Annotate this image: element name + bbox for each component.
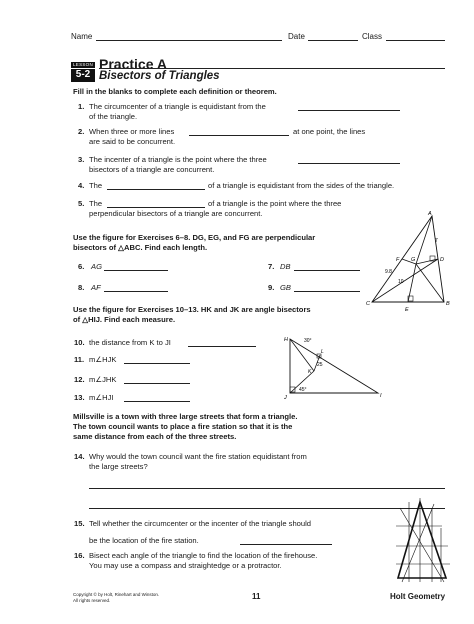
book-title: Holt Geometry xyxy=(390,592,446,601)
fill-instructions: Fill in the blanks to complete each definition or theorem. xyxy=(73,87,277,96)
q14-number: 14. xyxy=(74,452,85,461)
ex13-number: 13. xyxy=(74,393,85,402)
ex6-number: 6. xyxy=(78,262,85,271)
page-title: Practice A xyxy=(99,56,167,72)
q1-number: 1. xyxy=(78,102,85,111)
ex12-number: 12. xyxy=(74,375,85,384)
vertex-j-label: J xyxy=(284,395,287,401)
triangle-abc-figure xyxy=(364,210,454,318)
q14-answer-line-1[interactable] xyxy=(89,488,445,489)
streets-triangle-figure xyxy=(394,498,452,584)
q15-number: 15. xyxy=(74,519,85,528)
ex12-label: m∠JHK xyxy=(89,375,117,384)
ex8-label: AF xyxy=(91,283,101,292)
point-f-label: F xyxy=(396,257,400,263)
millsville-text-3: same distance from each of the three streets. xyxy=(73,432,237,441)
q4-text-b: of a triangle is equidistant from the sides of the triangle. xyxy=(208,181,395,190)
q1-blank[interactable] xyxy=(298,110,400,111)
ex7-number: 7. xyxy=(268,262,275,271)
length-9-8-label: 9.8 xyxy=(385,269,392,275)
q16-text: Bisect each angle of the triangle to find the location of the firehouse. xyxy=(89,551,318,560)
q15-text: Tell whether the circumcenter or the incenter of the triangle should xyxy=(89,519,312,528)
date-label: Date xyxy=(288,32,305,41)
ex10-blank[interactable] xyxy=(188,346,256,347)
triangle-hij-figure xyxy=(280,333,390,403)
ex6-blank[interactable] xyxy=(104,270,168,271)
ex7-label: DB xyxy=(280,262,291,271)
q14-text-2: the large streets? xyxy=(89,462,148,471)
q2-number: 2. xyxy=(78,127,85,136)
q16-text-2: You may use a compass and straightedge or a protractor. xyxy=(89,561,282,570)
ex9-blank[interactable] xyxy=(294,291,360,292)
q5-text-a: The xyxy=(89,199,103,208)
length-25-label: 25 xyxy=(317,362,323,368)
ex11-label: m∠HJK xyxy=(89,355,117,364)
q5-text-2: perpendicular bisectors of a triangle are concurrent. xyxy=(89,209,263,218)
q5-number: 5. xyxy=(78,199,85,208)
vertex-i-label: I xyxy=(380,393,382,399)
ex8-number: 8. xyxy=(78,283,85,292)
figure2-instructions: Use the figure for Exercises 10–13. HK and JK are angle bisectors xyxy=(73,305,311,314)
q16-number: 16. xyxy=(74,551,85,560)
lesson-number: 5-2 xyxy=(75,69,91,80)
class-label: Class xyxy=(362,32,383,41)
angle-45-label: 45° xyxy=(299,387,307,393)
vertex-a-label: A xyxy=(428,211,432,217)
q14-text: Why would the town council want the fire station equidistant from xyxy=(89,452,307,461)
q4-number: 4. xyxy=(78,181,85,190)
millsville-text-2: The town council wants to place a fire station so that it is the xyxy=(73,422,293,431)
ex13-label: m∠HJI xyxy=(89,393,114,402)
lesson-tag: LESSON xyxy=(72,62,94,67)
q2-text-a: When three or more lines xyxy=(89,127,175,136)
q2-blank[interactable] xyxy=(189,135,289,136)
vertex-h-label: H xyxy=(284,337,288,343)
point-k-label: K xyxy=(308,369,312,375)
q3-text: The incenter of a triangle is the point where the three xyxy=(89,155,267,164)
point-e-label: E xyxy=(405,307,409,313)
name-label: Name xyxy=(71,32,93,41)
ex8-blank[interactable] xyxy=(104,291,168,292)
q14-answer-line-2[interactable] xyxy=(89,508,445,509)
copyright-text: Copyright © by Holt, Rinehart and Winston. xyxy=(73,592,160,597)
point-d-label: D xyxy=(440,257,444,263)
q15-text-2: be the location of the fire station. xyxy=(89,536,199,545)
lesson-badge xyxy=(71,62,95,82)
angle-30-label: 30° xyxy=(304,338,312,344)
q4-text-a: The xyxy=(89,181,103,190)
q5-blank[interactable] xyxy=(107,207,205,208)
q3-blank[interactable] xyxy=(298,163,400,164)
q3-number: 3. xyxy=(78,155,85,164)
point-l-label: L xyxy=(321,349,324,355)
vertex-b-label: B xyxy=(446,301,450,307)
q15-blank[interactable] xyxy=(240,544,332,545)
q2-text-b: at one point, the lines xyxy=(293,127,366,136)
q4-blank[interactable] xyxy=(107,189,205,190)
ex11-number: 11. xyxy=(74,355,85,364)
q3-text-2: bisectors of a triangle are concurrent. xyxy=(89,165,215,174)
q1-text: The circumcenter of a triangle is equidistant from the xyxy=(89,102,266,111)
q2-text-2: are said to be concurrent. xyxy=(89,137,176,146)
ex10-label: the distance from K to JI xyxy=(89,338,171,347)
ex11-blank[interactable] xyxy=(124,363,190,364)
title-rule xyxy=(99,68,445,69)
length-10-label: 10 xyxy=(398,279,404,285)
figure1-instructions-2: bisectors of △ABC. Find each length. xyxy=(73,243,208,252)
length-7-label: 7 xyxy=(435,238,438,244)
point-g-label: G xyxy=(411,257,416,263)
name-blank[interactable] xyxy=(96,40,282,41)
figure2-instructions-2: of △HIJ. Find each measure. xyxy=(73,315,176,324)
ex9-number: 9. xyxy=(268,283,275,292)
class-blank[interactable] xyxy=(386,40,445,41)
page-subtitle: Bisectors of Triangles xyxy=(99,70,220,82)
q1-text-2: of the triangle. xyxy=(89,112,138,121)
millsville-text: Millsville is a town with three large streets that form a triangle. xyxy=(73,412,298,421)
ex9-label: GB xyxy=(280,283,291,292)
figure1-instructions: Use the figure for Exercises 6–8. DG, EG, and FG are perpendicular xyxy=(73,233,316,242)
date-blank[interactable] xyxy=(308,40,358,41)
ex7-blank[interactable] xyxy=(294,270,360,271)
ex13-blank[interactable] xyxy=(124,401,190,402)
ex6-label: AG xyxy=(91,262,102,271)
copyright-text-2: All rights reserved. xyxy=(73,598,111,603)
ex10-number: 10. xyxy=(74,338,85,347)
vertex-c-label: C xyxy=(366,301,370,307)
page-number: 11 xyxy=(252,592,261,601)
ex12-blank[interactable] xyxy=(124,383,190,384)
q5-text-b: of a triangle is the point where the three xyxy=(208,199,342,208)
